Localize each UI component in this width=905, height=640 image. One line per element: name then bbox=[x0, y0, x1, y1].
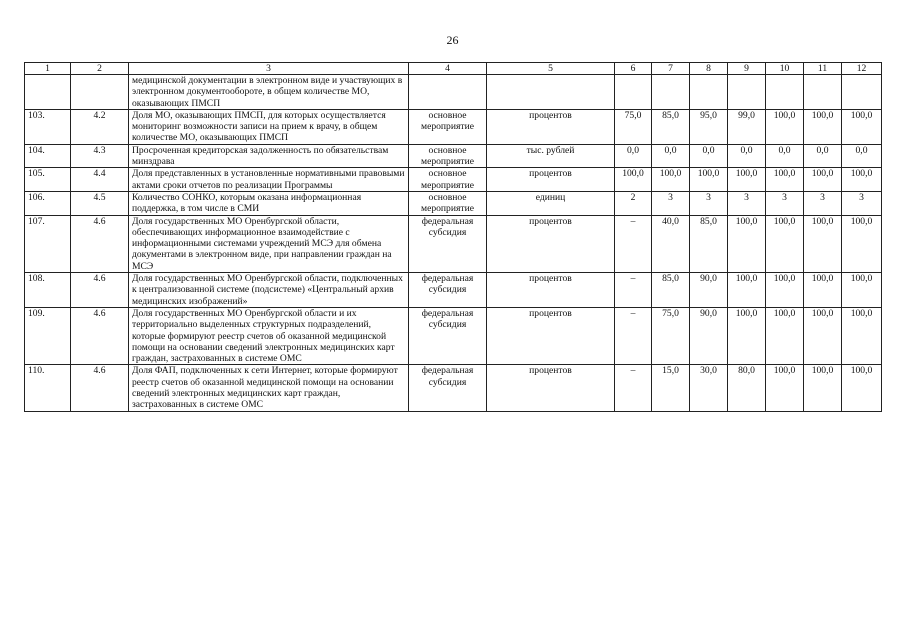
table-row bbox=[25, 273, 882, 308]
column-header: 2 bbox=[71, 63, 129, 75]
unit-cell: процентов bbox=[487, 365, 615, 411]
column-header: 5 bbox=[487, 63, 615, 75]
table-row bbox=[25, 191, 882, 215]
section-cell bbox=[71, 75, 129, 110]
value-cell: 99,0 bbox=[728, 109, 766, 144]
indicator-name-cell: Количество СОНКО, которым оказана информационная поддержка, в том числе в СМИ bbox=[129, 191, 409, 215]
value-cell bbox=[652, 75, 690, 110]
unit-cell: тыс. рублей bbox=[487, 144, 615, 168]
value-cell: 90,0 bbox=[690, 273, 728, 308]
value-cell: 100,0 bbox=[842, 273, 882, 308]
column-header: 1 bbox=[25, 63, 71, 75]
row-number-cell: 106. bbox=[25, 191, 71, 215]
value-cell: 80,0 bbox=[728, 365, 766, 411]
value-cell: 100,0 bbox=[804, 109, 842, 144]
value-cell: – bbox=[615, 273, 652, 308]
value-cell: 0,0 bbox=[766, 144, 804, 168]
event-type-cell: федеральная субсидия bbox=[409, 365, 487, 411]
event-type-cell: федеральная субсидия bbox=[409, 215, 487, 272]
indicator-name-cell: Доля МО, оказывающих ПМСП, для которых осуществляется мониторинг возможности записи на прием к врачу, в общем количестве МО, оказывающих ПМСП bbox=[129, 109, 409, 144]
column-header: 8 bbox=[690, 63, 728, 75]
section-cell: 4.4 bbox=[71, 168, 129, 192]
event-type-cell: основное мероприятие bbox=[409, 168, 487, 192]
value-cell: 100,0 bbox=[804, 365, 842, 411]
section-cell: 4.2 bbox=[71, 109, 129, 144]
table-row bbox=[25, 168, 882, 192]
value-cell: 3 bbox=[652, 191, 690, 215]
value-cell: 100,0 bbox=[804, 273, 842, 308]
value-cell: 100,0 bbox=[766, 168, 804, 192]
value-cell bbox=[766, 75, 804, 110]
event-type-cell: основное мероприятие bbox=[409, 109, 487, 144]
column-header: 3 bbox=[129, 63, 409, 75]
indicator-name-cell: Доля государственных МО Оренбургской области, подключенных к централизованной системе (подсистеме) «Центральный архив медицинских изображений» bbox=[129, 273, 409, 308]
table-row bbox=[25, 215, 882, 272]
column-header: 9 bbox=[728, 63, 766, 75]
value-cell: 100,0 bbox=[728, 215, 766, 272]
value-cell: 3 bbox=[766, 191, 804, 215]
section-cell: 4.6 bbox=[71, 307, 129, 364]
value-cell: 95,0 bbox=[690, 109, 728, 144]
value-cell: 0,0 bbox=[690, 144, 728, 168]
value-cell: 100,0 bbox=[728, 168, 766, 192]
indicator-name-cell: Доля государственных МО Оренбургской области, обеспечивающих информационное взаимодействие с информационными системами учреждений МСЭ для обмена документами в электронном виде, при направлении граждан на МСЭ bbox=[129, 215, 409, 272]
indicators-table bbox=[24, 62, 882, 412]
event-type-cell: федеральная субсидия bbox=[409, 273, 487, 308]
indicator-name-cell: Просроченная кредиторская задолженность по обязательствам минздрава bbox=[129, 144, 409, 168]
section-cell: 4.6 bbox=[71, 273, 129, 308]
value-cell: 100,0 bbox=[842, 168, 882, 192]
value-cell: 0,0 bbox=[615, 144, 652, 168]
value-cell: 100,0 bbox=[766, 109, 804, 144]
value-cell: 100,0 bbox=[842, 365, 882, 411]
section-cell: 4.6 bbox=[71, 365, 129, 411]
row-number-cell: 107. bbox=[25, 215, 71, 272]
value-cell: 15,0 bbox=[652, 365, 690, 411]
value-cell: 100,0 bbox=[652, 168, 690, 192]
value-cell: 100,0 bbox=[766, 215, 804, 272]
value-cell: 100,0 bbox=[842, 307, 882, 364]
row-number-cell: 108. bbox=[25, 273, 71, 308]
row-number-cell: 104. bbox=[25, 144, 71, 168]
value-cell: 3 bbox=[690, 191, 728, 215]
value-cell: 100,0 bbox=[804, 215, 842, 272]
table-row bbox=[25, 365, 882, 411]
value-cell: 100,0 bbox=[766, 365, 804, 411]
value-cell: – bbox=[615, 307, 652, 364]
value-cell: 40,0 bbox=[652, 215, 690, 272]
value-cell: 85,0 bbox=[652, 273, 690, 308]
value-cell: 90,0 bbox=[690, 307, 728, 364]
indicator-name-cell: Доля государственных МО Оренбургской области и их территориально выделенных структурных подразделений, которые формируют реестр счетов об оказанной медицинской помощи на основании сведений электронных медицинских карт граждан, застрахованных в системе ОМС bbox=[129, 307, 409, 364]
section-cell: 4.6 bbox=[71, 215, 129, 272]
unit-cell: процентов bbox=[487, 215, 615, 272]
value-cell: 0,0 bbox=[842, 144, 882, 168]
row-number-cell: 110. bbox=[25, 365, 71, 411]
value-cell: 75,0 bbox=[652, 307, 690, 364]
value-cell: 100,0 bbox=[690, 168, 728, 192]
value-cell bbox=[842, 75, 882, 110]
value-cell: 100,0 bbox=[728, 273, 766, 308]
value-cell bbox=[804, 75, 842, 110]
table-row bbox=[25, 109, 882, 144]
header-row bbox=[25, 63, 882, 75]
event-type-cell: основное мероприятие bbox=[409, 191, 487, 215]
column-header: 11 bbox=[804, 63, 842, 75]
table-body bbox=[25, 75, 882, 412]
value-cell: 100,0 bbox=[804, 168, 842, 192]
event-type-cell: федеральная субсидия bbox=[409, 307, 487, 364]
row-number-cell: 109. bbox=[25, 307, 71, 364]
unit-cell: единиц bbox=[487, 191, 615, 215]
value-cell: 0,0 bbox=[728, 144, 766, 168]
value-cell bbox=[690, 75, 728, 110]
value-cell: 3 bbox=[842, 191, 882, 215]
indicator-name-cell: Доля представленных в установленные нормативными правовыми актами сроки отчетов по реализации Программы bbox=[129, 168, 409, 192]
table-row bbox=[25, 307, 882, 364]
indicator-name-cell: Доля ФАП, подключенных к сети Интернет, которые формируют реестр счетов об оказанной медицинской помощи на основании сведений электронных медицинских карт граждан, застрахованных в системе ОМС bbox=[129, 365, 409, 411]
section-cell: 4.5 bbox=[71, 191, 129, 215]
value-cell: 100,0 bbox=[804, 307, 842, 364]
column-header: 7 bbox=[652, 63, 690, 75]
value-cell: 3 bbox=[804, 191, 842, 215]
value-cell: 0,0 bbox=[804, 144, 842, 168]
value-cell: 75,0 bbox=[615, 109, 652, 144]
unit-cell: процентов bbox=[487, 168, 615, 192]
section-cell: 4.3 bbox=[71, 144, 129, 168]
table-row bbox=[25, 144, 882, 168]
value-cell: 100,0 bbox=[728, 307, 766, 364]
value-cell: 3 bbox=[728, 191, 766, 215]
unit-cell: процентов bbox=[487, 307, 615, 364]
value-cell: 100,0 bbox=[766, 307, 804, 364]
value-cell: 100,0 bbox=[766, 273, 804, 308]
row-number-cell: 105. bbox=[25, 168, 71, 192]
value-cell: 100,0 bbox=[615, 168, 652, 192]
value-cell: 2 bbox=[615, 191, 652, 215]
row-number-cell: 103. bbox=[25, 109, 71, 144]
event-type-cell: основное мероприятие bbox=[409, 144, 487, 168]
column-header: 12 bbox=[842, 63, 882, 75]
value-cell: 30,0 bbox=[690, 365, 728, 411]
indicator-name-cell: медицинской документации в электронном виде и участвующих в электронном документообороте, в общем количестве МО, оказывающих ПМСП bbox=[129, 75, 409, 110]
value-cell: – bbox=[615, 215, 652, 272]
value-cell: 85,0 bbox=[690, 215, 728, 272]
value-cell: – bbox=[615, 365, 652, 411]
value-cell bbox=[615, 75, 652, 110]
value-cell bbox=[728, 75, 766, 110]
value-cell: 0,0 bbox=[652, 144, 690, 168]
value-cell: 85,0 bbox=[652, 109, 690, 144]
event-type-cell bbox=[409, 75, 487, 110]
unit-cell: процентов bbox=[487, 109, 615, 144]
column-header: 6 bbox=[615, 63, 652, 75]
page-number: 26 bbox=[446, 33, 459, 47]
table-row bbox=[25, 75, 882, 110]
column-header: 10 bbox=[766, 63, 804, 75]
unit-cell: процентов bbox=[487, 273, 615, 308]
value-cell: 100,0 bbox=[842, 215, 882, 272]
value-cell: 100,0 bbox=[842, 109, 882, 144]
row-number-cell bbox=[25, 75, 71, 110]
column-header: 4 bbox=[409, 63, 487, 75]
unit-cell bbox=[487, 75, 615, 110]
